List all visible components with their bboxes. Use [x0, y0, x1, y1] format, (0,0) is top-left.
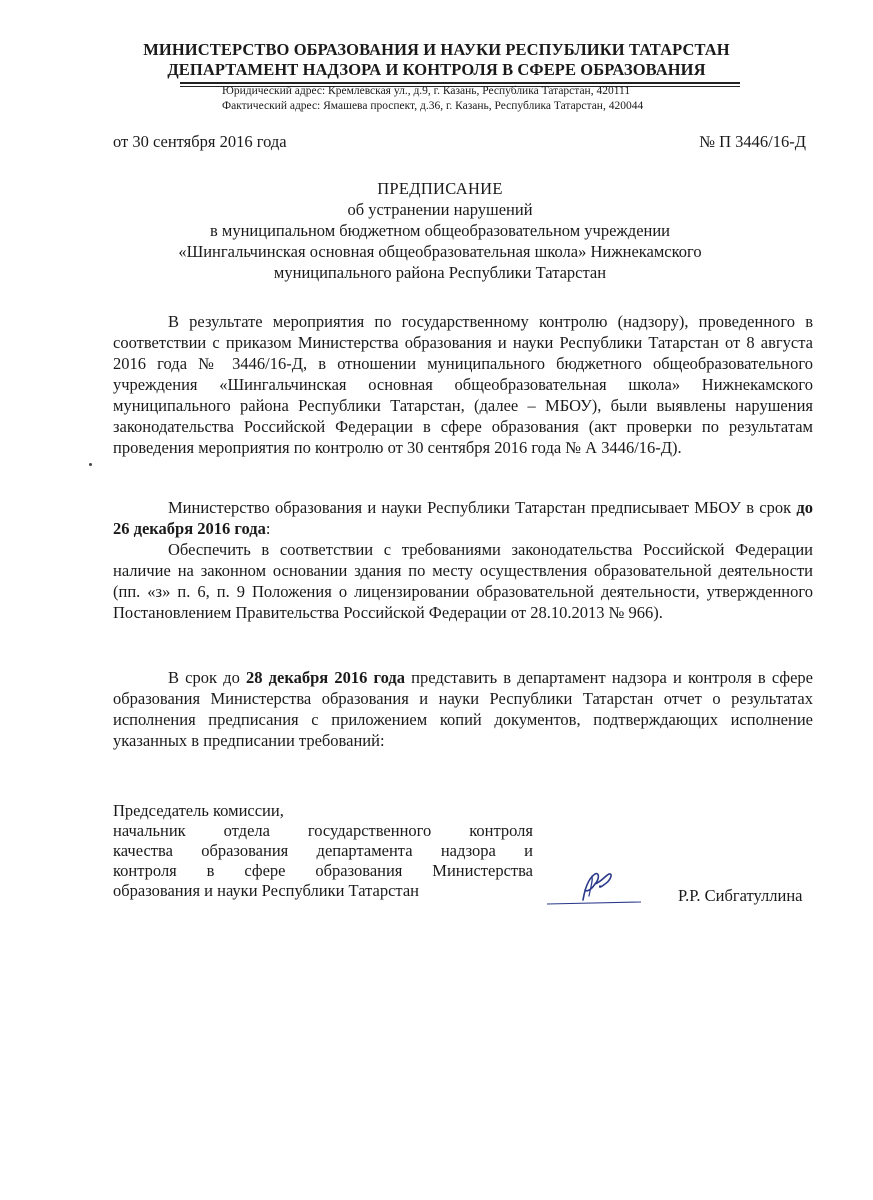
scan-speck	[89, 463, 92, 466]
actual-address: Фактический адрес: Ямашева проспект, д.36, г. Казань, Республика Татарстан, 420044	[222, 100, 644, 112]
paragraph-findings	[113, 311, 813, 458]
document-type: ПРЕДПИСАНИЕ	[377, 179, 503, 198]
paragraph-findings-text: В результате мероприятия по государственному контролю (надзору), проведенного в соответствии с приказом Министерства образования и науки Республики Татарстан от 8 августа 2016 года № 3446/16-Д, в отношении муниципального бюджетного общеобразовательного учреждения «Шингальчинская основная общеобразовательная школа» Нижнекамского муниципального района Республики Татарстан, (далее – МБОУ), были выявлены нарушения законодательства Российской Федерации в сфере образования (акт проверки по результатам проведения мероприятия по контролю от 30 сентября 2016 года № А 3446/16-Д).	[113, 312, 813, 457]
handwritten-signature	[545, 866, 645, 916]
paragraph-order-text	[113, 497, 813, 539]
letterhead	[0, 40, 873, 80]
paragraph-order	[113, 497, 813, 539]
paragraph-requirement-text: Обеспечить в соответствии с требованиями законодательства Российской Федерации наличие на законном основании здания по месту осуществления образовательной деятельности (пп. «з» п. 6, п. 9 Положения о лицензировании образовательной деятельности, утвержденного Постановлением Правительства Российской Федерации от 28.10.2013 № 966).	[113, 540, 813, 622]
signatory-title	[113, 801, 533, 901]
title-line-2: в муниципальном бюджетном общеобразовательном учреждении	[209, 221, 671, 240]
paragraph-report-text	[113, 667, 813, 751]
ministry-name: МИНИСТЕРСТВО ОБРАЗОВАНИЯ И НАУКИ РЕСПУБЛИКИ ТАТАРСТАН	[143, 40, 730, 59]
title-line-1: об устранении нарушений	[347, 200, 533, 219]
paragraph-report	[113, 667, 813, 751]
signatory-line-4: контроля в сфере образования Министерства	[113, 861, 533, 880]
signatory-line-3: качества образования департамента надзора и	[113, 841, 533, 860]
report-deadline: 28 декабря 2016 года	[245, 668, 405, 687]
signatory-line-5: образования и науки Республики Татарстан	[113, 881, 419, 900]
signatory-line-2: начальник отдела государственного контроля	[113, 821, 533, 840]
report-rest: представить в департамент надзора и контроля в сфере образования Министерства образования и науки Республики Татарстан отчет о результатах исполнения предписания с приложением копий документов, подтверждающих исполнение указанных в предписании требований:	[113, 668, 814, 750]
document-date: от 30 сентября 2016 года	[113, 132, 287, 151]
signatory-line-1: Председатель комиссии,	[113, 801, 284, 820]
document-title	[100, 178, 780, 283]
signer-name: Р.Р. Сибгатуллина	[678, 886, 803, 905]
order-colon: :	[265, 519, 271, 538]
report-intro: В срок до	[168, 668, 246, 687]
paragraph-requirement	[113, 539, 813, 623]
legal-address: Юридический адрес: Кремлевская ул., д.9, г. Казань, Республика Татарстан, 420111	[222, 85, 631, 97]
title-line-4: муниципального района Республики Татарстан	[273, 263, 607, 282]
order-intro: Министерство образования и науки Республики Татарстан предписывает МБОУ в срок	[168, 498, 797, 517]
document-number: № П 3446/16-Д	[699, 132, 806, 151]
order-deadline: до 26 декабря 2016 года	[113, 498, 813, 538]
department-name: ДЕПАРТАМЕНТ НАДЗОРА И КОНТРОЛЯ В СФЕРЕ ОБРАЗОВАНИЯ	[167, 60, 706, 79]
title-line-3: «Шингальчинская основная общеобразовательная школа» Нижнекамского	[178, 242, 702, 261]
